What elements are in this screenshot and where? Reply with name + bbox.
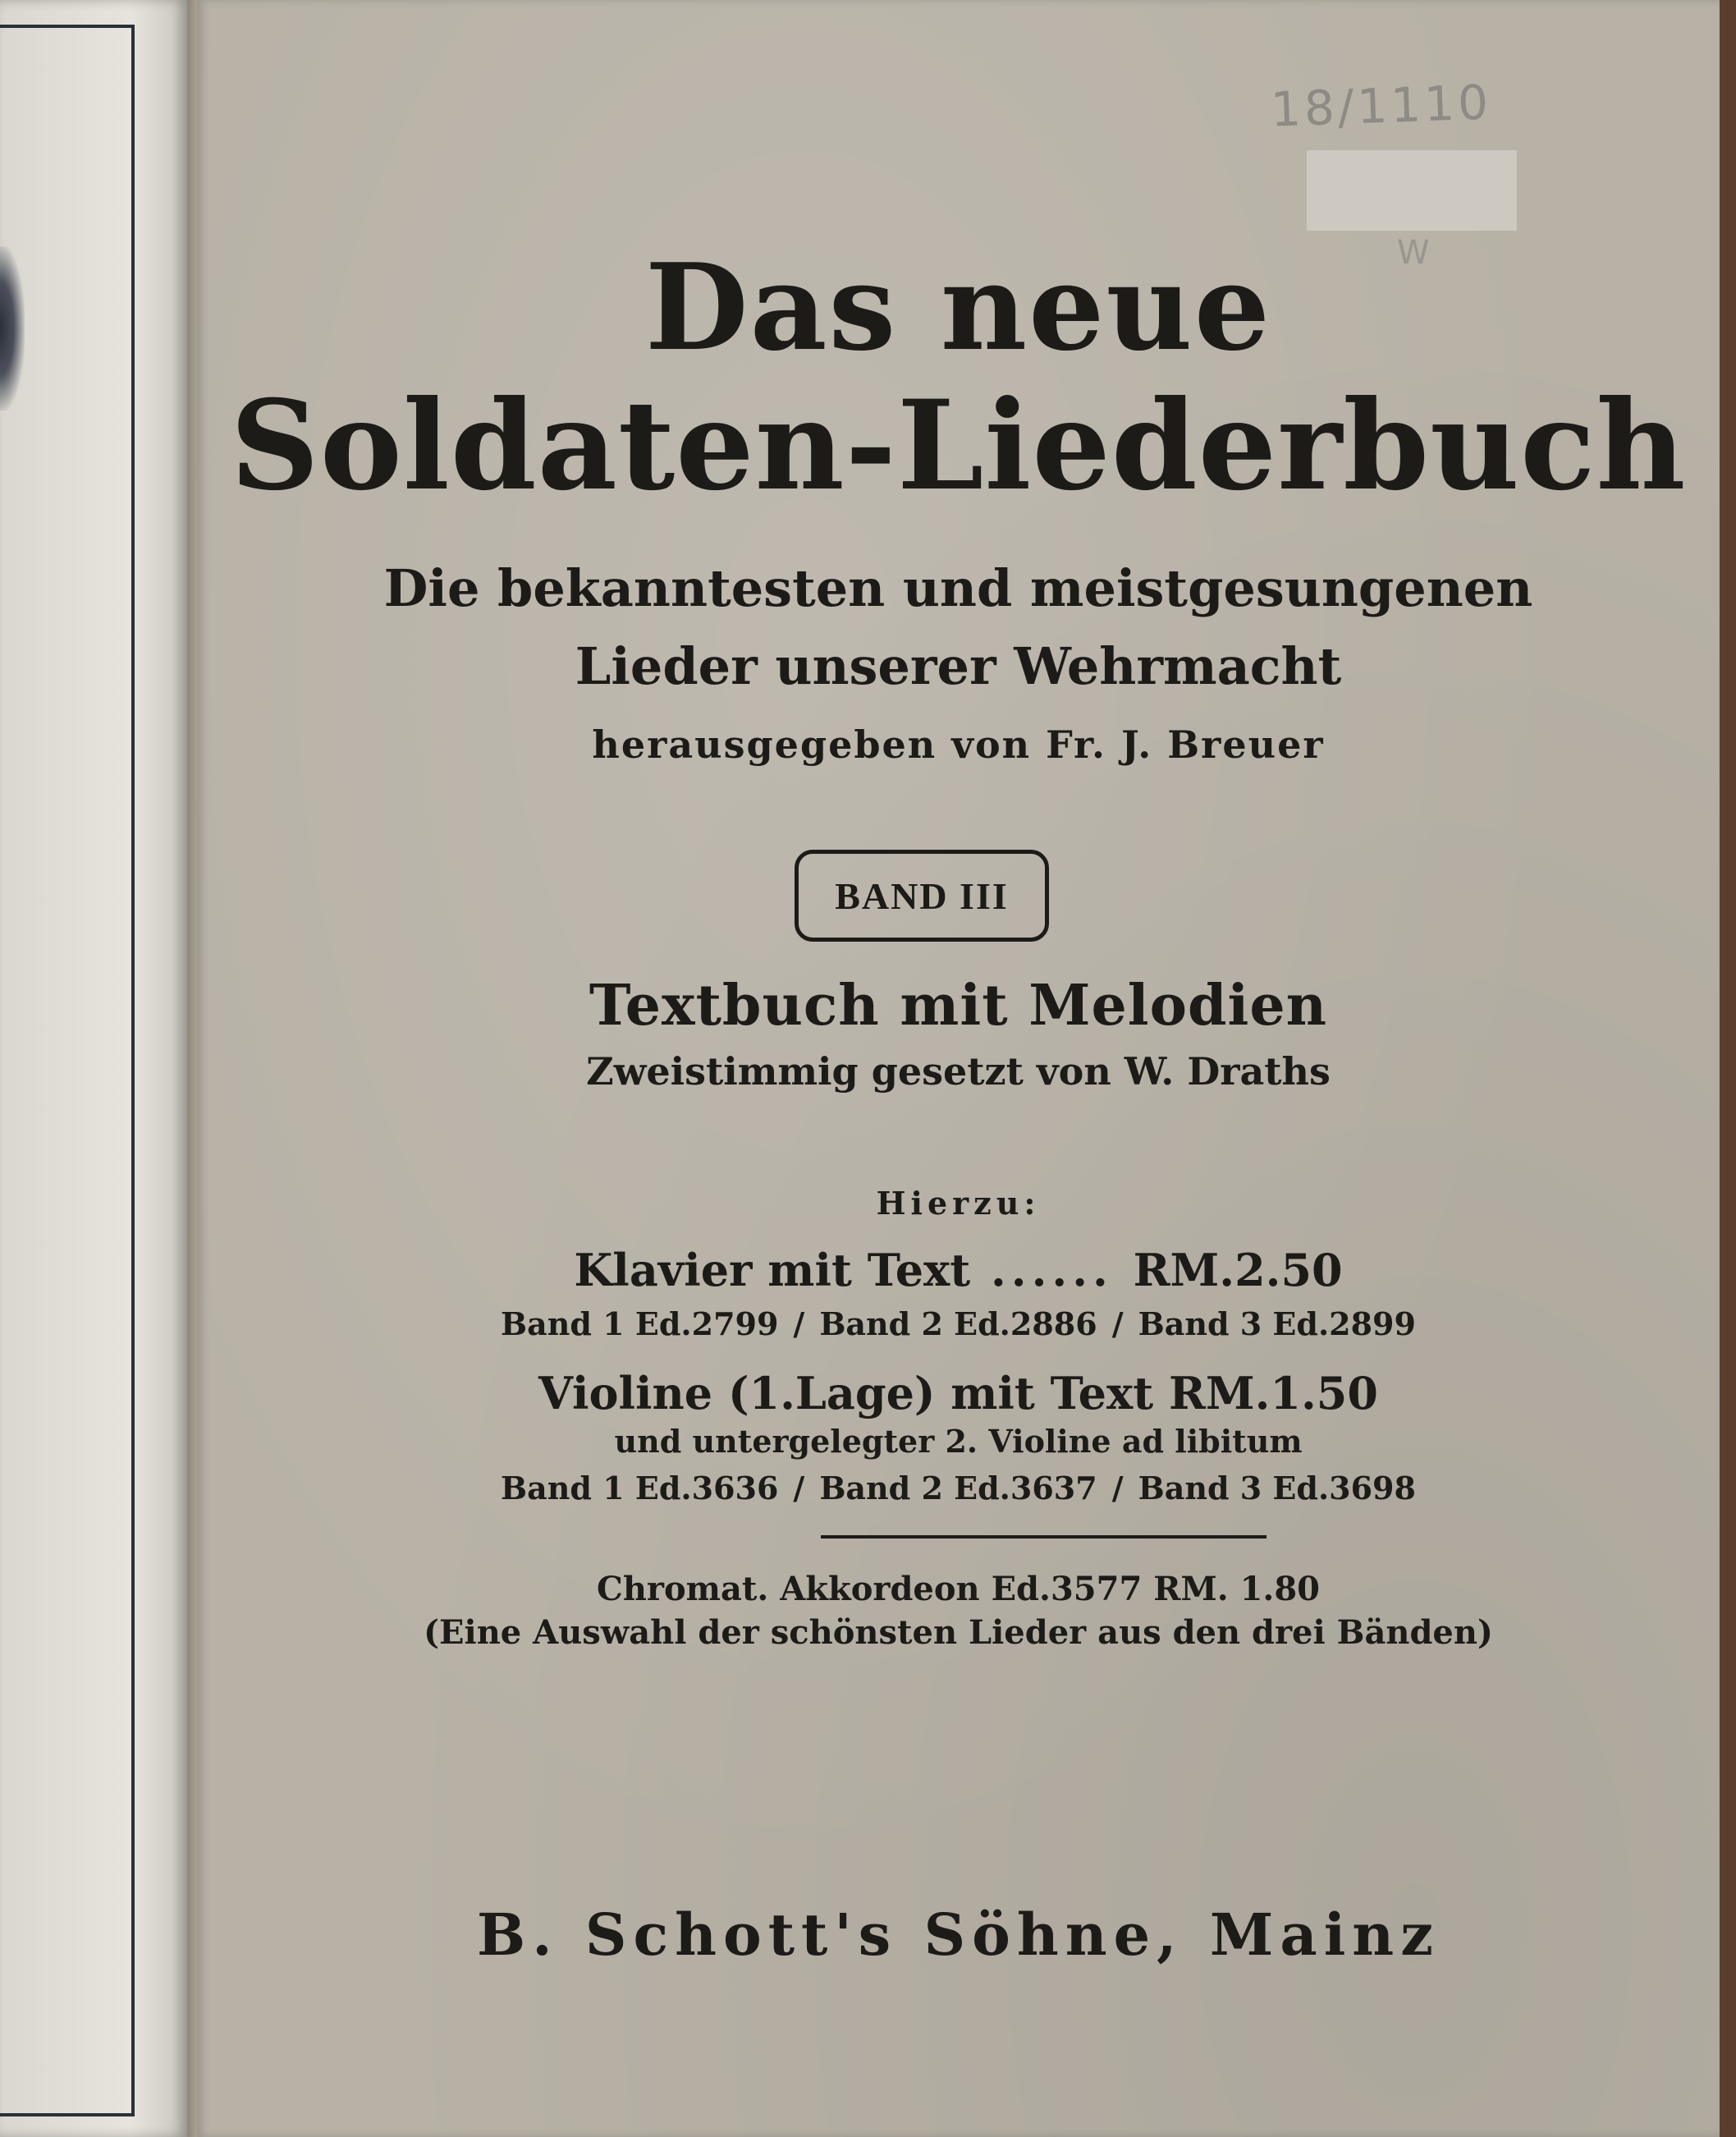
subtitle-line-1: Die bekanntesten und meistgesungenen xyxy=(383,558,1533,618)
violine-price: RM.1.50 xyxy=(1168,1367,1378,1419)
publisher-imprint: B. Schott's Söhne, Mainz xyxy=(477,1901,1440,1969)
title-line-2: Soldaten-Liederbuch xyxy=(230,374,1687,518)
title-page xyxy=(197,0,1720,2137)
klavier-price: RM.2.50 xyxy=(1133,1244,1343,1296)
edition-item: Band 3 Ed.2899 xyxy=(1138,1305,1416,1342)
klavier-line xyxy=(197,1244,1720,1296)
band-label: BAND III xyxy=(795,850,1049,942)
left-facing-page xyxy=(0,0,187,2137)
hierzu-heading: Hierzu: xyxy=(876,1185,1041,1222)
violine-label: Violine (1.Lage) mit Text xyxy=(538,1367,1154,1419)
akkordeon-line: Chromat. Akkordeon Ed.3577 RM. 1.80 xyxy=(597,1570,1320,1608)
divider-rule xyxy=(821,1535,1267,1539)
violine-editions: Band 1 Ed.3636 / Band 2 Ed.3637 / Band 3 Ed.3698 xyxy=(501,1470,1416,1506)
pencil-note: 18/1110 xyxy=(1269,74,1493,138)
klavier-label: Klavier mit Text xyxy=(574,1244,971,1296)
auswahl-note: (Eine Auswahl der schönsten Lieder aus den drei Bänden) xyxy=(424,1613,1493,1652)
violine-note: und untergelegter 2. Violine ad libitum xyxy=(614,1423,1303,1460)
klavier-dots: ...... xyxy=(991,1244,1113,1296)
edition-item: Band 2 Ed.3637 xyxy=(819,1470,1097,1506)
textbuch-heading: Textbuch mit Melodien xyxy=(589,973,1328,1039)
editor-credit: herausgegeben von Fr. J. Breuer xyxy=(592,722,1325,767)
arranger-credit: Zweistimmig gesetzt von W. Draths xyxy=(586,1049,1331,1094)
redacted-block xyxy=(1307,150,1517,231)
edition-item: Band 3 Ed.3698 xyxy=(1138,1470,1416,1506)
klavier-editions: Band 1 Ed.2799 / Band 2 Ed.2886 / Band 3 Ed.2899 xyxy=(501,1305,1416,1342)
edition-item: Band 2 Ed.2886 xyxy=(819,1305,1097,1342)
left-page-illustration-fragment xyxy=(0,246,25,410)
pencil-mark: W xyxy=(1397,234,1430,272)
subtitle-line-2: Lieder unserer Wehrmacht xyxy=(575,636,1342,696)
edition-item: Band 1 Ed.2799 xyxy=(501,1305,779,1342)
title-line-1: Das neue xyxy=(644,238,1272,378)
edition-item: Band 1 Ed.3636 xyxy=(501,1470,779,1506)
violine-line xyxy=(197,1367,1720,1419)
